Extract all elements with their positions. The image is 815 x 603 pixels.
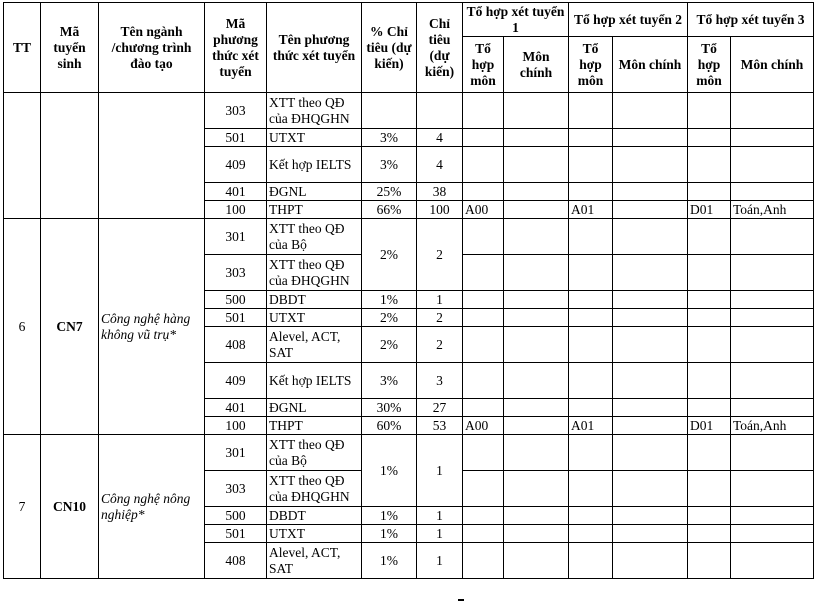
method-name: DBDT — [267, 291, 362, 309]
quota-percent: 2% — [362, 309, 417, 327]
quota-count: 38 — [417, 183, 463, 201]
main-subject-3: Toán,Anh — [731, 201, 814, 219]
program-name-cell: Công nghệ hàng không vũ trụ* — [99, 219, 205, 435]
quota-percent — [362, 93, 417, 129]
header-mon-chinh: Môn chính — [613, 37, 688, 93]
method-code: 501 — [205, 129, 267, 147]
tt-cell — [4, 93, 41, 219]
method-name: XTT theo QĐ của ĐHQGHN — [267, 471, 362, 507]
quota-count: 100 — [417, 201, 463, 219]
header-to-hop-mon: Tổ hợp môn — [688, 37, 731, 93]
method-name: ĐGNL — [267, 183, 362, 201]
method-code: 500 — [205, 507, 267, 525]
header-to-hop-mon: Tổ hợp môn — [569, 37, 613, 93]
quota-count: 1 — [417, 435, 463, 507]
quota-percent: 66% — [362, 201, 417, 219]
method-name: DBDT — [267, 507, 362, 525]
method-name: THPT — [267, 417, 362, 435]
quota-count: 2 — [417, 219, 463, 291]
method-code: 500 — [205, 291, 267, 309]
method-code: 303 — [205, 471, 267, 507]
quota-count: 27 — [417, 399, 463, 417]
quota-count — [417, 93, 463, 129]
quota-percent: 3% — [362, 363, 417, 399]
quota-count: 1 — [417, 525, 463, 543]
header-chi-tieu: Chỉ tiêu (dự kiến) — [417, 3, 463, 93]
method-code: 100 — [205, 201, 267, 219]
program-code-cell — [41, 93, 99, 219]
combo-1: A00 — [463, 417, 504, 435]
method-code: 408 — [205, 543, 267, 579]
main-subject-3: Toán,Anh — [731, 417, 814, 435]
method-name: Kết hợp IELTS — [267, 147, 362, 183]
method-code: 409 — [205, 147, 267, 183]
method-code: 401 — [205, 399, 267, 417]
method-name: UTXT — [267, 309, 362, 327]
quota-percent: 1% — [362, 525, 417, 543]
header-tt: TT — [4, 3, 41, 93]
quota-count: 2 — [417, 327, 463, 363]
method-code: 409 — [205, 363, 267, 399]
combo-1: A00 — [463, 201, 504, 219]
quota-count: 3 — [417, 363, 463, 399]
header-to-hop-mon: Tổ hợp môn — [463, 37, 504, 93]
method-code: 301 — [205, 219, 267, 255]
method-code: 408 — [205, 327, 267, 363]
quota-percent: 1% — [362, 291, 417, 309]
header-mon-chinh: Môn chính — [731, 37, 814, 93]
header-to-hop-2: Tổ hợp xét tuyển 2 — [569, 3, 688, 37]
quota-percent: 1% — [362, 507, 417, 525]
table-row — [4, 93, 814, 129]
quota-percent: 1% — [362, 543, 417, 579]
method-name: XTT theo QĐ của Bộ — [267, 435, 362, 471]
quota-count: 4 — [417, 147, 463, 183]
quota-percent: 3% — [362, 129, 417, 147]
quota-percent: 3% — [362, 147, 417, 183]
program-code-cell: CN7 — [41, 219, 99, 435]
method-name: UTXT — [267, 525, 362, 543]
program-name-cell — [99, 93, 205, 219]
quota-count: 1 — [417, 291, 463, 309]
page-footer-mark — [458, 599, 464, 601]
header-to-hop-1: Tổ hợp xét tuyển 1 — [463, 3, 569, 37]
method-code: 100 — [205, 417, 267, 435]
method-code: 303 — [205, 93, 267, 129]
quota-count: 1 — [417, 507, 463, 525]
quota-percent: 25% — [362, 183, 417, 201]
header-phan-tram: % Chỉ tiêu (dự kiến) — [362, 3, 417, 93]
header-mon-chinh: Môn chính — [504, 37, 569, 93]
table-row — [4, 219, 814, 255]
quota-percent: 2% — [362, 327, 417, 363]
header-to-hop-3: Tổ hợp xét tuyển 3 — [688, 3, 814, 37]
method-name: THPT — [267, 201, 362, 219]
method-code: 501 — [205, 525, 267, 543]
header-ten-phuong-thuc: Tên phương thức xét tuyển — [267, 3, 362, 93]
method-code: 301 — [205, 435, 267, 471]
program-name-cell: Công nghệ nông nghiệp* — [99, 435, 205, 579]
method-name: XTT theo QĐ của Bộ — [267, 219, 362, 255]
admission-table — [3, 2, 814, 579]
combo-2: A01 — [569, 201, 613, 219]
method-code: 401 — [205, 183, 267, 201]
program-code-cell: CN10 — [41, 435, 99, 579]
quota-count: 1 — [417, 543, 463, 579]
quota-percent: 30% — [362, 399, 417, 417]
method-name: Alevel, ACT, SAT — [267, 543, 362, 579]
method-name: Alevel, ACT, SAT — [267, 327, 362, 363]
method-code: 501 — [205, 309, 267, 327]
method-name: XTT theo QĐ của ĐHQGHN — [267, 93, 362, 129]
method-name: UTXT — [267, 129, 362, 147]
combo-3: D01 — [688, 417, 731, 435]
quota-percent: 60% — [362, 417, 417, 435]
header-ma-phuong-thuc: Mã phương thức xét tuyển — [205, 3, 267, 93]
combo-3: D01 — [688, 201, 731, 219]
table-row — [4, 435, 814, 471]
quota-count: 4 — [417, 129, 463, 147]
method-name: XTT theo QĐ của ĐHQGHN — [267, 255, 362, 291]
quota-count: 2 — [417, 309, 463, 327]
quota-percent: 1% — [362, 435, 417, 507]
tt-cell: 6 — [4, 219, 41, 435]
method-code: 303 — [205, 255, 267, 291]
quota-percent: 2% — [362, 219, 417, 291]
header-ten-nganh: Tên ngành /chương trình đào tạo — [99, 3, 205, 93]
quota-count: 53 — [417, 417, 463, 435]
combo-2: A01 — [569, 417, 613, 435]
method-name: ĐGNL — [267, 399, 362, 417]
header-ma-tuyen-sinh: Mã tuyển sinh — [41, 3, 99, 93]
tt-cell: 7 — [4, 435, 41, 579]
method-name: Kết hợp IELTS — [267, 363, 362, 399]
